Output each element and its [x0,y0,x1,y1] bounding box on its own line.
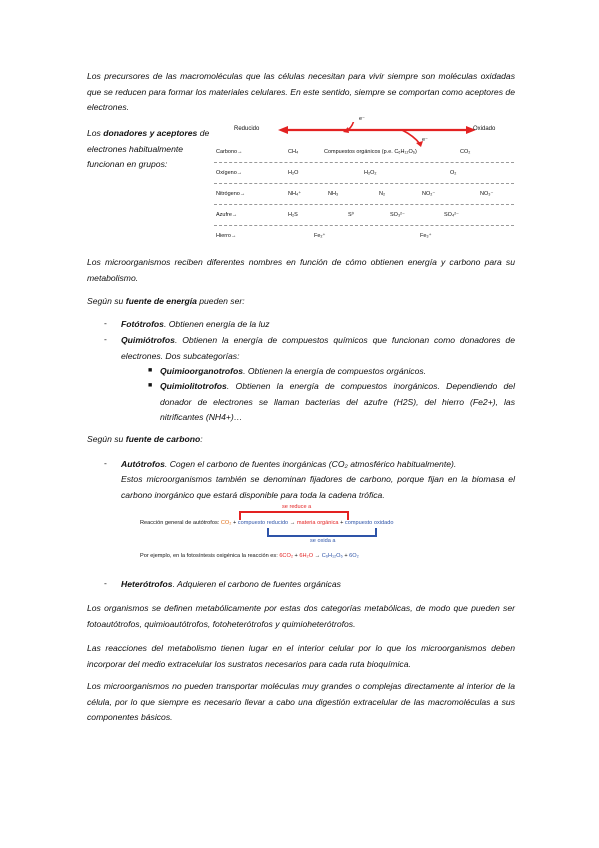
row-nitrogeno: Nitrógeno→ NH₄⁺ NH₃ N₂ NO₂⁻ NO₃⁻ [216,191,494,197]
row-oxigeno: Oxígeno→ H₂O H₂O₂ O₂ [216,170,457,176]
row-carbono: Carbono→ CH₄ Compuestos orgánicos (p.e. C₆H₁₂O₆) CO₂ [216,149,471,155]
row-azufre: Azufre→ H₂S S⁰ SO₃²⁻ SO₄²⁻ [216,212,459,218]
electron-label-2: e⁻ [422,137,428,143]
transport-paragraph: Los microorganismos no pueden transportar moléculas muy grandes o complejas directamente al interior de la célula, por lo que siempre es necesario llevar a cabo una digestión extracelular de las macromoléculas a sus componentes básicos. [87,681,515,722]
se-reduce-label: se reduce a [282,504,312,510]
bullet-square: ■ [148,367,153,374]
carbon-item-autotrofos: Autótrofos. Cogen el carbono de fuentes inorgánicas (CO₂ atmosférico habitualmente). [121,459,457,469]
reactions-paragraph: Las reacciones del metabolismo tienen lugar en el interior celular por lo que los microorganismos deben incorporar del medio extracelular los sustratos necesarios para cada ruta bioquímica. [87,643,515,669]
row-hierro: Hierro→ Fe₂⁺ Fe₃⁺ [216,233,432,239]
donors-paragraph: Los donadores y aceptores de electrones habitualmente funcionan en grupos: [87,128,210,169]
se-oxida-label: se oxida a [310,538,336,544]
sub-item-quimiolitotrofos: Quimiolitotrofos. Obtienen la energía de compuestos inorgánicos. Dependiendo del donador de electrones se llaman bacterias del azufre (H2S), del hierro (Fe2+), las nitrificantes (NH4+)… [160,381,515,422]
reducido-label: Reducido [234,126,260,132]
sub-item-quimioorganotrofos: Quimioorganotrofos. Obtienen la energía de compuestos orgánicos. [160,366,427,376]
bullet-dash: - [104,578,107,588]
categories-paragraph: Los organismos se definen metabólicamente por estas dos categorías metabólicas, de modo que pueden ser fotoautótrofos, quimioautótrofos, fotoheterótrofos y quimioheterótrofos. [87,603,515,629]
electron-label-1: e⁻ [359,116,365,122]
energy-item-quimiotrofos: Quimiótrofos. Obtienen la energía de compuestos químicos que funcionan como donadores de electrones. Dos subcategorías: [121,335,515,361]
names-paragraph: Los microorganismos reciben diferentes nombres en función de cómo obtienen energía y carbono para su metabolismo. [87,257,515,283]
bullet-dash: - [104,318,107,328]
reaction-general: Reacción general de autótrofos: CO₂ + compuesto reducido → materia orgánica + compuesto oxidado [140,520,394,526]
redox-table [214,116,514,247]
energy-item-fototrofos: Fotótrofos. Obtienen energía de la luz [121,319,270,329]
energy-heading: Según su fuente de energía pueden ser: [87,296,245,306]
bullet-dash: - [104,334,107,344]
intro-paragraph: Los precursores de las macromoléculas que las células necesitan para vivir siempre son moléculas oxidadas que se reducen para formar los materiales celulares. En este sentido, siempre se comportan como aceptores de electrones. [87,71,515,112]
oxidado-label: Oxidado [473,126,496,132]
carbon-heading: Según su fuente de carbono: [87,434,203,444]
bullet-dash: - [104,458,107,468]
bullet-square: ■ [148,382,153,389]
reaction-example: Por ejemplo, en la fotosíntesis oxigénica la reacción es: 6CO₂ + 6H₂O → C₆H₁₂O₆ + 6O₂ [140,553,359,559]
carbon-item-heterotrofos: Heterótrofos. Adquieren el carbono de fuentes orgánicas [121,579,341,589]
autotroph-reaction-figure [140,503,460,565]
autotrofos-description: Estos microorganismos también se denominan fijadores de carbono, porque fijan en la biomasa el carbono inorgánico que estará disponible para toda la cadena trófica. [121,474,515,500]
